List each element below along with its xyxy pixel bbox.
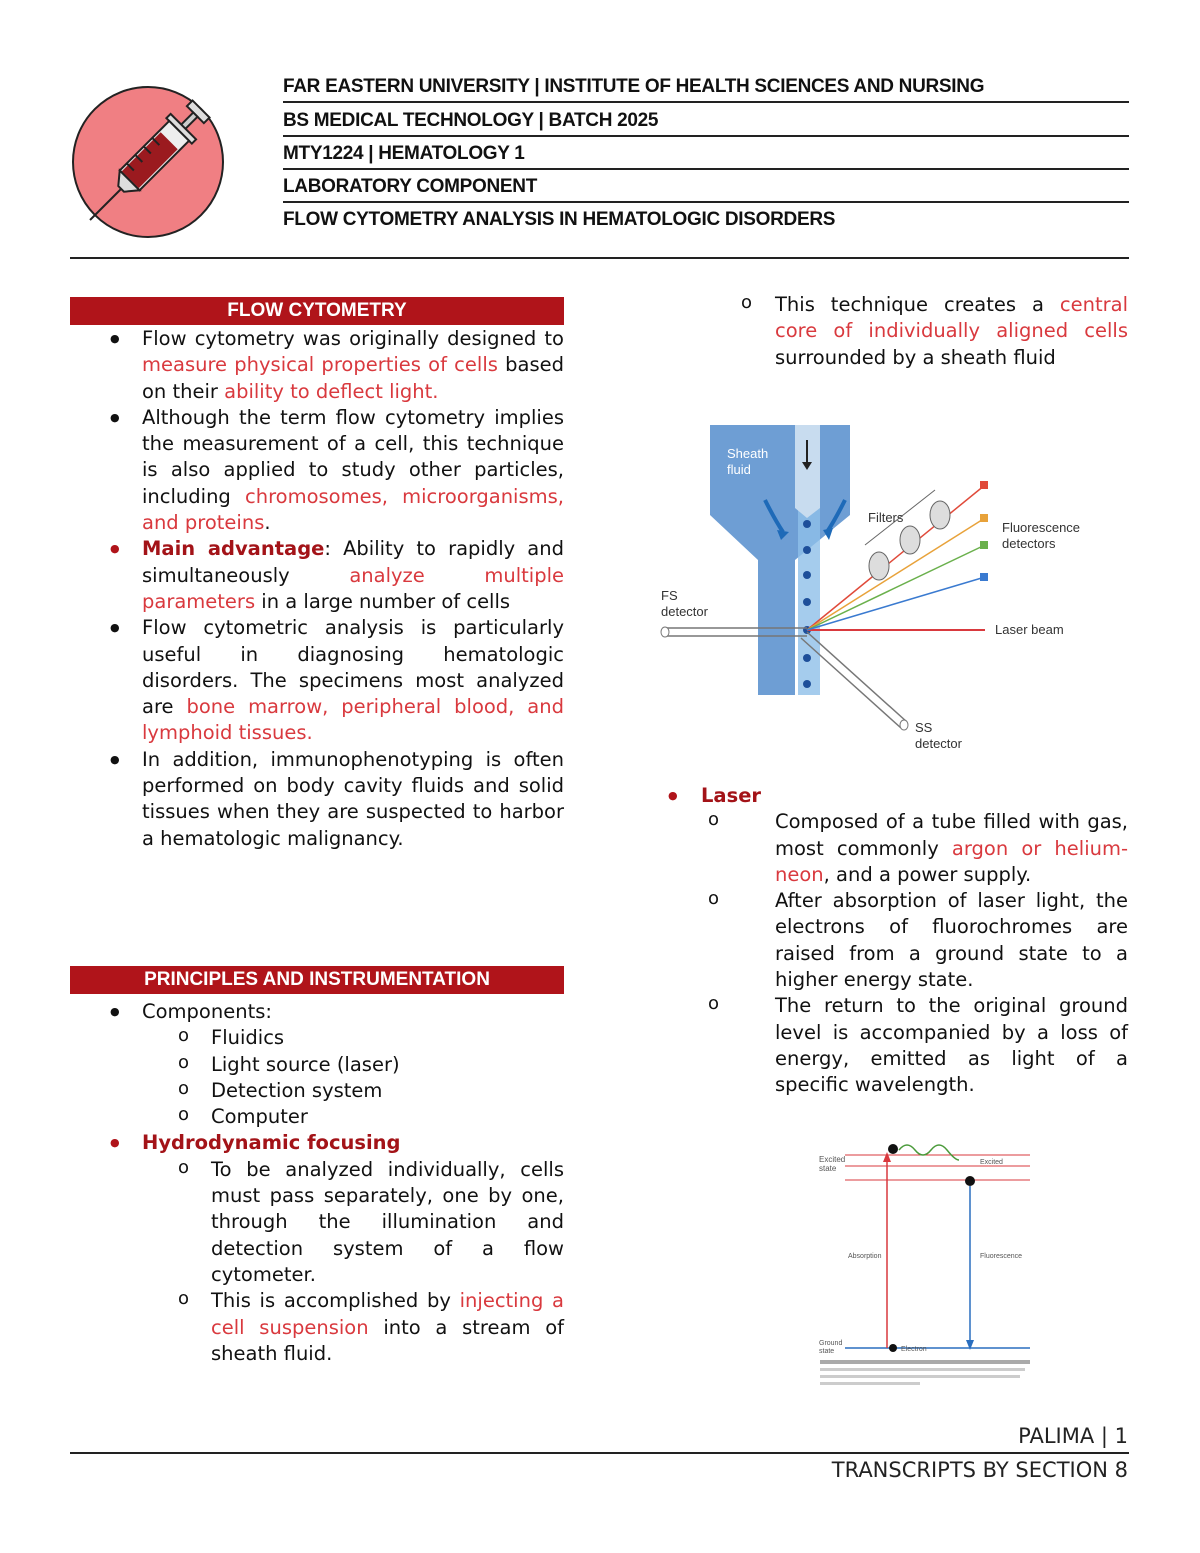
- text: into a stream of sheath fluid.: [211, 1315, 564, 1365]
- text: in a large number of cells: [255, 589, 511, 613]
- text: This is accomplished by: [211, 1289, 460, 1313]
- list-item: [668, 783, 1128, 809]
- syringe-logo: [70, 70, 240, 245]
- ground-state-line2: state: [819, 1348, 835, 1355]
- sheath-label-line1: Sheath: [727, 446, 769, 461]
- fluorescence-label: [1002, 520, 1080, 551]
- header-course: MTY1224 | HEMATOLOGY 1: [283, 143, 525, 164]
- text: In addition, immunophenotyping is often performed on body cavity fluids and solid tissues when they are suspected to harbor a hematologic malignancy.: [142, 747, 564, 850]
- laser-beam-label: Laser beam: [995, 622, 1064, 637]
- header-component: LABORATORY COMPONENT: [283, 176, 538, 197]
- excited-state-line1: Excited: [819, 1155, 846, 1164]
- bold-term: Main advantage: [142, 537, 325, 561]
- excited-state-label: [819, 1155, 845, 1173]
- ground-state-label: [819, 1340, 842, 1355]
- flow-cytometry-list: [70, 326, 564, 852]
- filter-lens: [930, 501, 950, 529]
- text: , and a power supply.: [823, 862, 1032, 886]
- laser-list: [668, 783, 1128, 1099]
- highlight-text: injecting a cell suspension: [211, 1289, 564, 1339]
- sub-list-item: o The return to the original ground level is accompanied by a loss of energy, emitted as light of a specific wavelength.: [668, 993, 1128, 1098]
- sub-list-item: o Fluidics: [70, 1025, 564, 1051]
- sub-list-item: [701, 292, 1128, 371]
- sub-list-item: o After absorption of laser light, the electrons of fluorochromes are raised from a ground state to a higher energy state.: [668, 888, 1128, 993]
- ss-label-line1: SS: [915, 720, 933, 735]
- filter-lens: [869, 552, 889, 580]
- header-topic: FLOW CYTOMETRY ANALYSIS IN HEMATOLOGIC DISORDERS: [283, 209, 836, 230]
- highlight-text: measure physical properties of cells: [142, 353, 498, 377]
- sub-list-item: [668, 809, 1128, 888]
- energy-level-diagram: [815, 1140, 1040, 1398]
- fs-label-line2: detector: [661, 604, 708, 619]
- list-item: [70, 747, 564, 852]
- text: Flow cytometric analysis is particularly useful in diagnosing hematologic disorders. The specimens most analyzed are: [142, 616, 564, 719]
- detector-orange: [980, 514, 988, 522]
- sheath-label-line2: fluid: [727, 462, 751, 477]
- text: Flow cytometry was originally designed to: [142, 327, 564, 350]
- header-divider: [283, 168, 1129, 170]
- detector-blue: [980, 573, 988, 581]
- list-item: [70, 615, 564, 746]
- text: based on their: [142, 353, 564, 403]
- ground-state-line1: Ground: [819, 1340, 843, 1347]
- highlight-text: chromosomes, microorganisms, and proteins: [142, 484, 564, 535]
- list-item: [70, 536, 564, 615]
- header-divider: [283, 135, 1129, 137]
- excited-right-label: Excited: [980, 1159, 1003, 1166]
- fluorescence-label: Fluorescence: [980, 1253, 1023, 1260]
- fs-label: [661, 588, 709, 619]
- absorption-label: Absorption: [848, 1253, 882, 1260]
- filters-label: Filters: [868, 510, 904, 525]
- bold-term: Hydrodynamic focusing: [142, 1131, 401, 1155]
- electron-label: Electron: [901, 1346, 927, 1353]
- sub-list-item: [70, 1288, 564, 1367]
- header-divider: [283, 201, 1129, 203]
- ss-tube: [807, 632, 907, 722]
- list-item: [70, 326, 564, 405]
- header-rule: [70, 257, 1129, 259]
- text: .: [264, 511, 271, 535]
- section-title-flow-cytometry: FLOW CYTOMETRY: [70, 297, 564, 325]
- text: surrounded by a sheath fluid: [775, 345, 1056, 369]
- header-program: BS MEDICAL TECHNOLOGY | BATCH 2025: [283, 110, 659, 131]
- bold-term: Laser: [701, 784, 762, 807]
- text: : Ability to rapidly and simultaneously: [142, 537, 564, 587]
- principles-list: [70, 999, 564, 1367]
- section-title-principles: PRINCIPLES AND INSTRUMENTATION: [70, 966, 564, 994]
- list-item: [70, 405, 564, 536]
- filter-lens: [900, 526, 920, 554]
- detector-red: [980, 481, 988, 489]
- header-divider: [283, 101, 1129, 103]
- highlight-text: ability to deflect light.: [224, 379, 439, 403]
- highlight-text: central core of individually aligned cells: [775, 293, 1128, 343]
- injector: [795, 425, 820, 518]
- transcript-credit: TRANSCRIPTS BY SECTION 8: [831, 1458, 1128, 1482]
- fs-label-line1: FS: [661, 588, 678, 603]
- flow-cell-diagram: [655, 420, 1095, 755]
- ss-label: [915, 720, 963, 751]
- highlight-text: argon or helium-neon: [775, 836, 1128, 886]
- sub-list-item: o Computer: [70, 1104, 564, 1130]
- sub-list-item: o Light source (laser): [70, 1052, 564, 1078]
- ss-label-line2: detector: [915, 736, 962, 751]
- excited-state-line2: state: [819, 1164, 837, 1173]
- sub-list-item: o Detection system: [70, 1078, 564, 1104]
- page-number: PALIMA | 1: [1018, 1424, 1128, 1448]
- fluorescence-label-line1: Fluorescence: [1002, 520, 1081, 535]
- footer-rule: [70, 1452, 1129, 1454]
- fluorescence-label-line2: detectors: [1002, 536, 1056, 551]
- sub-list-item: o To be analyzed individually, cells must pass separately, one by one, through the illumination and detection system of a flow cytometer.: [70, 1157, 564, 1288]
- detector-green: [980, 541, 988, 549]
- header-university: FAR EASTERN UNIVERSITY | INSTITUTE OF HEALTH SCIENCES AND NURSING: [283, 76, 985, 97]
- text: Composed of a tube filled with gas, most commonly: [775, 810, 1128, 860]
- list-item: ● Components:: [70, 999, 564, 1025]
- right-top-list: [701, 292, 1128, 371]
- list-item: [70, 1130, 564, 1156]
- text: This technique creates a: [775, 293, 1060, 316]
- highlight-text: analyze multiple parameters: [142, 563, 564, 613]
- text: Although the term flow cytometry implies the measurement of a cell, this technique is also applied to study other particles, including: [142, 405, 564, 508]
- highlight-text: bone marrow, peripheral blood, and lymphoid tissues.: [142, 695, 564, 745]
